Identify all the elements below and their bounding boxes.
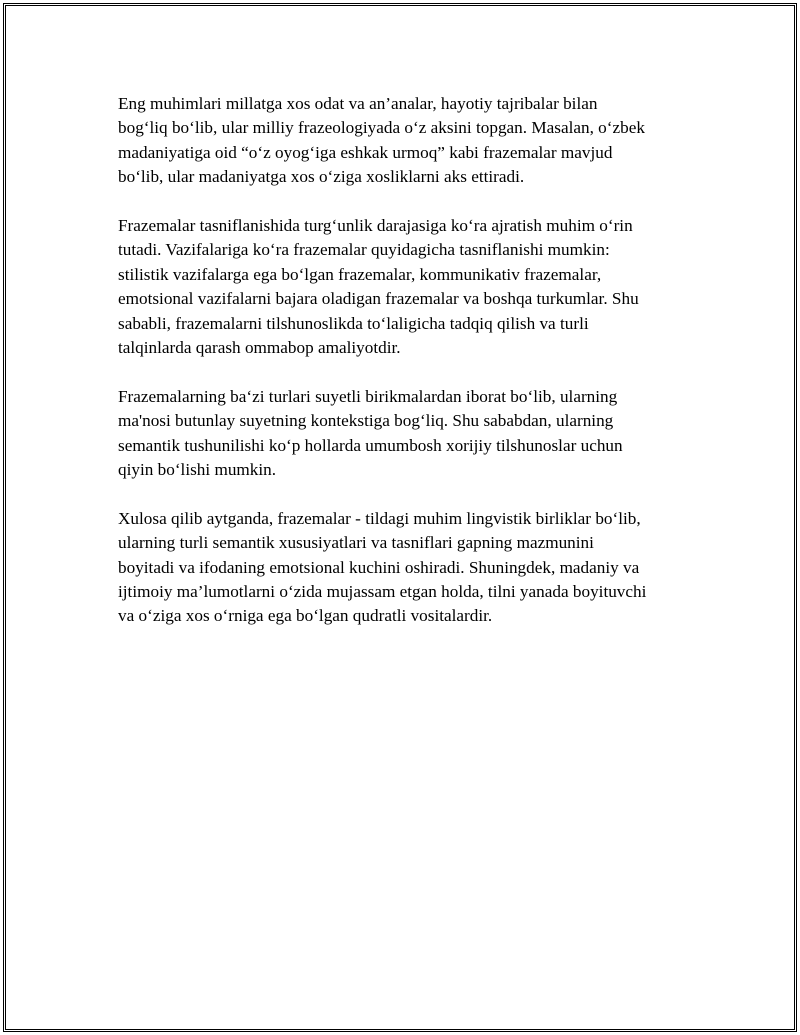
paragraph-3 <box>118 385 698 483</box>
text-line: Xulosa qilib aytganda, frazemalar - tildagi muhim lingvistik birliklar bo‘lib, <box>118 508 641 528</box>
text-line: ularning turli semantik xususiyatlari va tasniflari gapning mazmunini <box>118 533 594 553</box>
paragraph-2 <box>118 214 698 360</box>
text-line: tutadi. Vazifalariga ko‘ra frazemalar quyidagicha tasniflanishi mumkin: <box>118 240 610 260</box>
text-line: Eng muhimlari millatga xos odat va an’analar, hayotiy tajribalar bilan <box>118 94 598 113</box>
paragraph-1 <box>118 92 698 190</box>
text-line: Frazemalar tasniflanishida turg‘unlik darajasiga ko‘ra ajratish muhim o‘rin <box>118 216 633 236</box>
text-line: sababli, frazemalarni tilshunoslikda to‘laligicha tadqiq qilish va turli <box>118 313 589 333</box>
text-line: ijtimoiy ma’lumotlarni o‘zida mujassam etgan holda, tilni yanada boyituvchi <box>118 582 647 602</box>
text-line: qiyin bo‘lishi mumkin. <box>118 460 277 480</box>
text-line: semantik tushunilishi ko‘p hollarda umumbosh xorijiy tilshunoslar uchun <box>118 435 623 455</box>
text-line: talqinlarda qarash ommabop amaliyotdir. <box>118 338 401 358</box>
text-line: ma'nosi butunlay suyetning kontekstiga bog‘liq. Shu sababdan, ularning <box>118 411 614 431</box>
text-line: bog‘liq bo‘lib, ular milliy frazeologiyada o‘z aksini topgan. Masalan, o‘zbek <box>118 118 645 138</box>
text-line: boyitadi va ifodaning emotsional kuchini oshiradi. Shuningdek, madaniy va <box>118 557 640 577</box>
document-body <box>118 92 698 653</box>
text-line: emotsional vazifalarni bajara oladigan frazemalar va boshqa turkumlar. Shu <box>118 289 639 309</box>
text-line: bo‘lib, ular madaniyatga xos o‘ziga xosliklarni aks ettiradi. <box>118 167 525 187</box>
text-line: va o‘ziga xos o‘rniga ega bo‘lgan qudratli vositalardir. <box>118 606 493 626</box>
paragraph-4 <box>118 507 698 629</box>
text-line: stilistik vazifalarga ega bo‘lgan frazemalar, kommunikativ frazemalar, <box>118 264 602 284</box>
text-line: Frazemalarning ba‘zi turlari suyetli birikmalardan iborat bo‘lib, ularning <box>118 386 618 406</box>
text-line: madaniyatiga oid “o‘z oyog‘iga eshkak urmoq” kabi frazemalar mavjud <box>118 142 613 162</box>
